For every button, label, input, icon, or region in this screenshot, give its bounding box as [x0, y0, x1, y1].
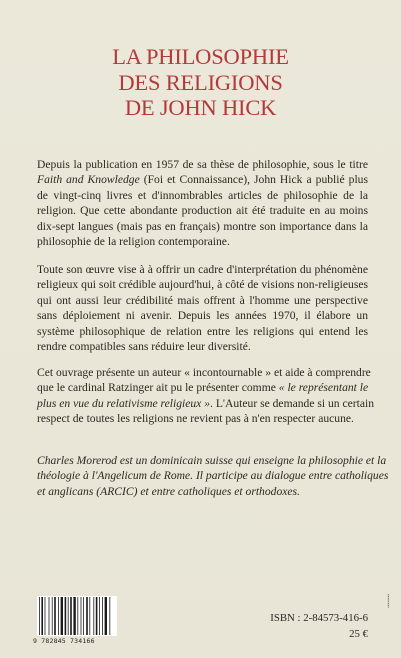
text-line: Cet ouvrage présente un auteur « incontournable » et aide à comprendre	[37, 366, 371, 379]
barcode-bar	[52, 597, 53, 635]
barcode-bar	[41, 597, 43, 635]
barcode-bar	[70, 597, 72, 635]
text-line: sans déploiement ni avenir. Depuis les années 1970, il élabore un	[37, 309, 368, 323]
isbn-label: ISBN : 2-84573-416-6	[270, 612, 368, 624]
book-title-italic: Faith and Knowledge	[37, 173, 140, 187]
text-line: Charles Morerod est un dominicain suisse qui enseigne la philosophie et la	[37, 454, 387, 467]
text-line: religieux qui soit crédible aujourd'hui, à côté de visions non-religieuses	[37, 278, 368, 292]
barcode-bar	[83, 597, 84, 635]
barcode-bar	[81, 597, 82, 635]
text-line: dix-sept langues (mais pas en français) montre son importance dans la	[37, 219, 368, 233]
barcode-bar	[54, 597, 56, 635]
paragraph-publication-history	[37, 157, 368, 249]
barcode-bar	[65, 597, 67, 635]
text-line: philosophie de la religion contemporaine.	[37, 235, 230, 249]
quote-italic: « le représentant le	[278, 381, 369, 395]
barcode-bars	[37, 596, 117, 636]
barcode-bar	[77, 597, 78, 635]
price-label: 25 €	[349, 628, 368, 640]
paragraph-author-bio	[37, 453, 389, 499]
barcode-bar	[61, 597, 63, 635]
text-line: rendre compatibles sans réduire leur diversité.	[37, 340, 251, 354]
text-line	[37, 172, 368, 187]
barcode-bar	[73, 597, 75, 635]
title-line-1: LA PHILOSOPHIE	[112, 44, 289, 69]
barcode-bar	[39, 597, 40, 635]
text-line: de vingt-cinq livres et d'innombrables articles de philosophie de la	[37, 188, 368, 202]
text-line	[37, 380, 368, 395]
barcode-bar	[96, 597, 98, 635]
text-line: théologie à l'Angelicum de Rome. Il participe au dialogue entre catholiques	[37, 469, 389, 483]
barcode-bar	[49, 597, 50, 635]
barcode-bar	[102, 597, 103, 635]
barcode-number: 9 782845 734166	[33, 637, 95, 645]
barcode-bar	[93, 597, 94, 635]
text-line: système philosophique de relation entre les religions qui entend les	[37, 324, 368, 338]
barcode-bar	[58, 597, 59, 635]
quote-italic: plus en vue du relativisme religieux »	[37, 396, 211, 410]
text-line: Toute son œuvre vise à à offrir un cadre d'interprétation du phénomène	[37, 263, 368, 276]
book-title	[0, 44, 401, 121]
text-line: Depuis la publication en 1957 de sa thèse de philosophie, sous le titre	[37, 158, 368, 171]
text-line: et anglicans (ARCIC) et entre catholiques et orthodoxes.	[37, 484, 300, 498]
text-line: respect de toutes les religions ne revient pas à n'en respecter aucune.	[37, 412, 354, 426]
barcode-bar	[68, 597, 69, 635]
text-span: que le cardinal Ratzinger ait pu le présenter comme	[37, 381, 279, 395]
barcode-bar	[86, 597, 88, 635]
printer-mark: ▪▪▪▪▪▪▪▪	[386, 593, 392, 608]
text-line: qui ont aussi leur crédibilité mais offrent à l'homme une perspective	[37, 293, 368, 307]
title-line-2: DES RELIGIONS	[118, 69, 283, 95]
barcode-graphic	[37, 596, 117, 636]
barcode	[33, 596, 119, 646]
text-line: religion. Que cette abondante production ait été traduite en au moins	[37, 204, 368, 218]
text-span: . L'Auteur se demande si un certain	[210, 396, 375, 410]
barcode-bar	[99, 597, 100, 635]
paragraph-oeuvre	[37, 262, 368, 354]
text-line	[37, 396, 375, 411]
paragraph-ouvrage	[37, 365, 375, 427]
barcode-bar	[105, 597, 107, 635]
barcode-bar	[45, 597, 46, 635]
barcode-bar	[89, 597, 90, 635]
barcode-bar	[109, 597, 110, 635]
title-line-3: DE JOHN HICK	[124, 95, 277, 120]
text-span: (Foi et Connaissance), John Hick a publié plus	[139, 173, 368, 187]
